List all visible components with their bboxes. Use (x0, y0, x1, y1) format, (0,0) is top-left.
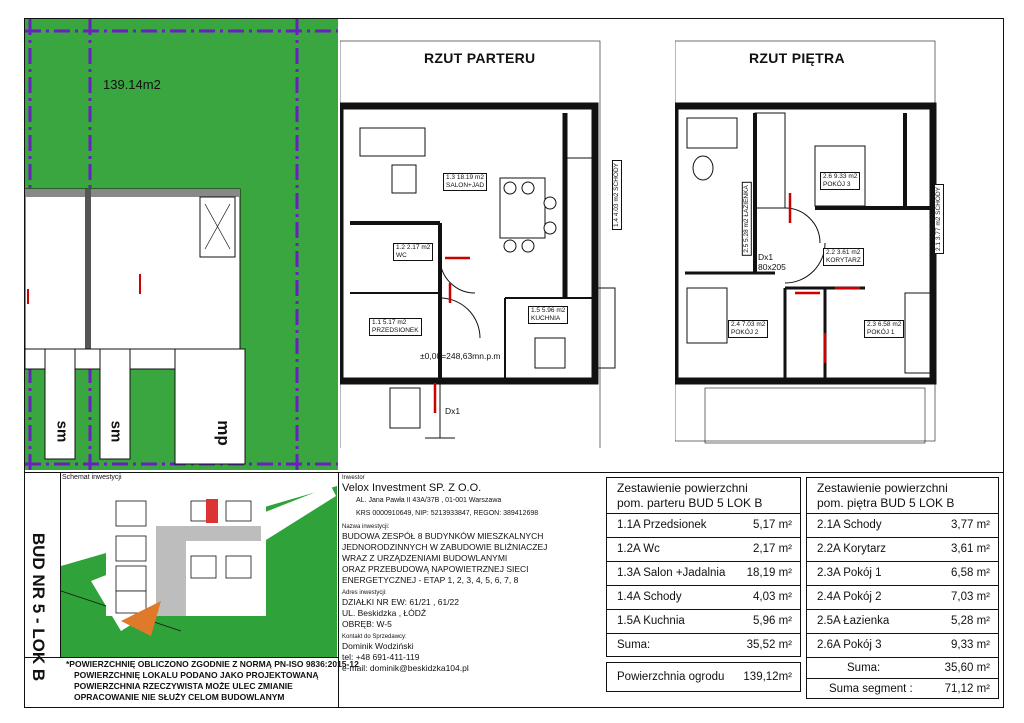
upper-row-1: 2.1A Schody 3,77 m² (807, 513, 998, 538)
ground-sum-row: Suma: 35,52 m² (607, 633, 800, 658)
room-tag-2-2: 2.2 3.61 m2 KORYTARZ (823, 248, 864, 266)
site-schema (61, 481, 337, 657)
garden-area-row (606, 662, 801, 692)
footnote-line-2: POWIERZCHNIĘ LOKALU PODANO JAKO PROJEKTOWANĄ (74, 670, 319, 680)
ground-table-title-2: pom. parteru BUD 5 LOK B (617, 496, 763, 510)
upper-row-4: 2.4A Pokój 2 7,03 m² (807, 585, 998, 610)
room-tag-2-1: 2.1 3.77 m2 SCHODY (934, 184, 944, 254)
garden-area-value: 139,12m² (743, 671, 792, 683)
sm-label-2: sm (107, 420, 125, 443)
contact-email[interactable]: e-mail: dominik@beskidzka104.pl (342, 663, 469, 673)
investor-address: AL. Jana Pawła II 43A/37B , 01-001 Warszawa (356, 497, 502, 504)
contact-name: Dominik Wodziński (342, 641, 414, 651)
upper-row-3: 2.3A Pokój 1 6,58 m² (807, 561, 998, 586)
room-tag-2-5: 2.5 5.28 m2 ŁAZIENKA (742, 182, 752, 256)
ground-row-4: 1.4A Schody 4,03 m² (607, 585, 800, 610)
schema-label: Schemat inwestycji (62, 474, 122, 481)
room-tag-1-3: 1.3 18.19 m2 SALON+JAD (443, 173, 487, 191)
ground-row-1: 1.1A Przedsionek 5,17 m² (607, 513, 800, 538)
footnote-block (66, 659, 359, 703)
room-tag-1-5: 1.5 5.96 m2 KUCHNIA (528, 306, 568, 324)
upper-area-table (806, 477, 999, 699)
ground-plan-title: RZUT PARTERU (424, 50, 536, 66)
street: UL. Beskidzka , ŁÓDŹ (342, 608, 427, 618)
project-label: Nazwa inwestycji: (342, 524, 390, 530)
room-tag-2-3: 2.3 6.58 m2 POKÓJ 1 (864, 320, 904, 338)
investor-label: Inwestor (342, 475, 365, 481)
investor-krs: KRS 0000910649, NIP: 5213933847, REGON: 389412698 (356, 510, 539, 517)
upper-row-5: 2.5A Łazienka 5,28 m² (807, 609, 998, 634)
ground-floor-plan (340, 38, 630, 448)
project-line-4: ORAZ PRZEBUDOWĄ NAPOWIETRZNEJ SIECI (342, 564, 529, 574)
footnote-line-4: OPRACOWANIE NIE SŁUŻY CELOM BUDOWLANYM (74, 692, 285, 702)
upper-door-note: Dx1 80x205 (758, 252, 786, 272)
project-line-1: BUDOWA ZESPÓŁ 8 BUDYNKÓW MIESZKALNYCH (342, 531, 544, 541)
contact-tel[interactable]: tel: +48 691-411-119 (342, 652, 420, 662)
address-label: Adres inwestycji: (342, 590, 387, 596)
ground-area-table (606, 477, 801, 657)
ground-level-note: ±0,00=248,63mn.p.m (420, 351, 501, 361)
room-tag-1-1: 1.1 5.17 m2 PRZEDSIONEK (369, 318, 422, 336)
room-tag-1-4: 1.4 4.03 m2 SCHODY (612, 160, 622, 230)
footnote-line-3: POWIERZCHNIA RZECZYWISTA MOŻE ULEC ZMIANIE (74, 681, 293, 691)
investor-name: Velox Investment SP. Z O.O. (342, 482, 482, 494)
footnote-line (25, 657, 338, 658)
ground-row-2: 1.2A Wc 2,17 m² (607, 537, 800, 562)
upper-sum-row: Suma: 35,60 m² (807, 657, 998, 679)
contact-label: Kontakt do Sprzedawcy: (342, 634, 407, 640)
ground-table-title-1: Zestawienie powierzchni (617, 481, 748, 495)
room-tag-1-2: 1.2 2.17 m2 WC (393, 243, 433, 261)
ground-row-3: 1.3A Salon +Jadalnia 18,19 m² (607, 561, 800, 586)
sm-label-1: sm (53, 420, 71, 443)
parcels: DZIAŁKI NR EW: 61/21 , 61/22 (342, 597, 460, 607)
upper-plan-title: RZUT PIĘTRA (749, 50, 845, 66)
vertical-building-title: BUD NR 5 - LOK B (29, 532, 48, 682)
garden-area-label: 139.14m2 (103, 77, 161, 92)
garden-area-name: Powierzchnia ogrodu (617, 671, 725, 683)
segment-sum-row: Suma segment : 71,12 m² (807, 678, 998, 700)
investor-block (342, 475, 597, 674)
upper-row-2: 2.2A Korytarz 3,61 m² (807, 537, 998, 562)
upper-table-title-1: Zestawienie powierzchni (817, 481, 948, 495)
project-line-2: JEDNORODZINNYCH W ZABUDOWIE BLIŹNIACZEJ (342, 542, 548, 552)
mp-label: mp (213, 420, 233, 446)
upper-table-title-2: pom. piętra BUD 5 LOK B (817, 496, 955, 510)
project-line-3: WRAZ Z URZĄDZENIAMI BUDOWLANYMI (342, 553, 508, 563)
upper-row-6: 2.6A Pokój 3 9,33 m² (807, 633, 998, 658)
band-top-line (25, 472, 1004, 473)
room-tag-2-4: 2.4 7.03 m2 POKÓJ 2 (728, 320, 768, 338)
garden-area (25, 19, 338, 470)
project-line-5: ENERGETYCZNEJ - ETAP 1, 2, 3, 4, 5, 6, 7, 8 (342, 575, 519, 585)
garden-drawing (25, 19, 338, 470)
ground-row-5: 1.5A Kuchnia 5,96 m² (607, 609, 800, 634)
upper-floor-plan (675, 38, 965, 448)
footnote-line-1: *POWIERZCHNIĘ OBLICZONO ZGODNIE Z NORMĄ PN-ISO 9836:2015-12 (66, 659, 359, 669)
room-tag-2-6: 2.6 9.33 m2 POKÓJ 3 (820, 172, 860, 190)
door-note: Dx1 (445, 406, 461, 416)
obreb: OBRĘB: W-5 (342, 619, 392, 629)
